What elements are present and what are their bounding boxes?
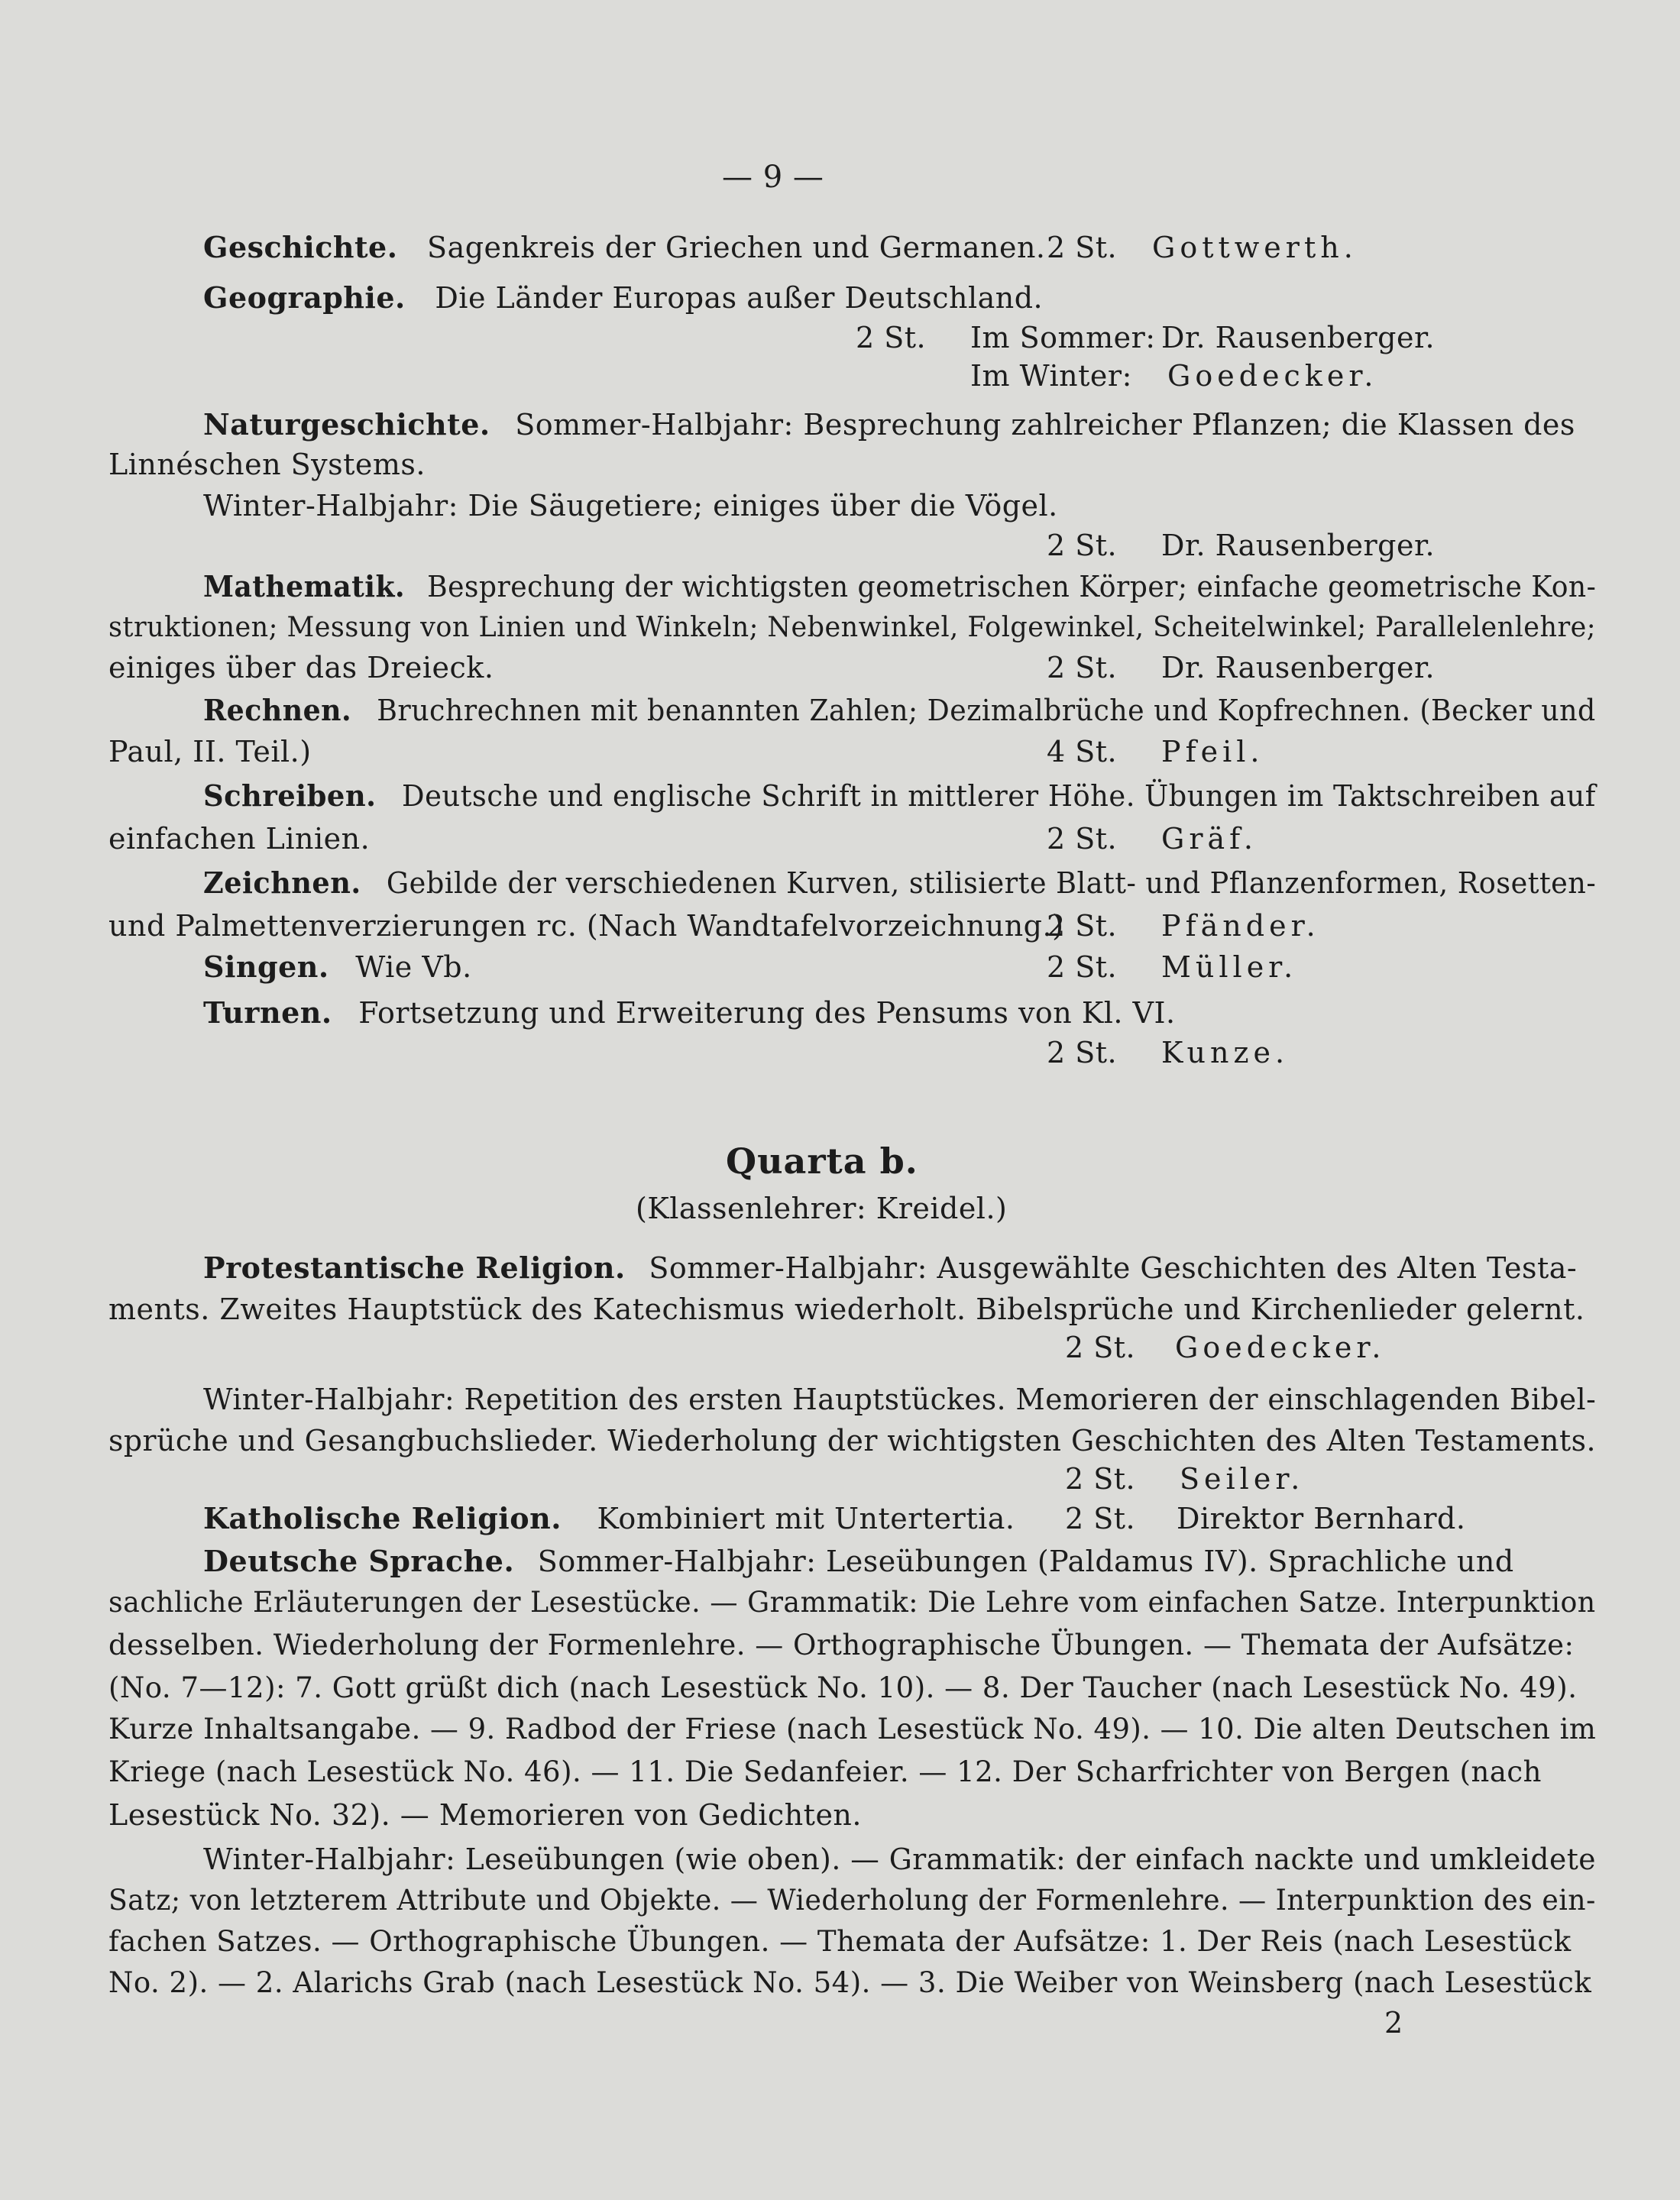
deutsch-text-0: Sommer-Halbjahr: Leseübungen (Paldamus IV). Sprachliche und <box>537 1545 1514 1578</box>
singen-line <box>203 947 472 987</box>
prot-religion-teacher1: Goedecker. <box>1175 1331 1386 1364</box>
prot-religion-text1: Sommer-Halbjahr: Ausgewählte Geschichten des Alten Testa- <box>649 1251 1578 1285</box>
kath-religion-teacher: Direktor Bernhard. <box>1177 1502 1466 1535</box>
prot-religion-line4: sprüche und Gesangbuchslieder. Wiederholung der wichtigsten Geschichten des Alten Testaments. <box>108 1424 1597 1458</box>
schreiben-teacher: Gräf. <box>1161 822 1258 856</box>
prot-religion-teacher2: Seiler. <box>1180 1462 1305 1496</box>
rechnen-line1 <box>203 691 1596 730</box>
prot-religion-line1 <box>203 1248 1577 1288</box>
deutsch-line-2: desselben. Wiederholung der Formenlehre. — Orthographische Übungen. — Themata der Aufsätze: <box>108 1629 1575 1661</box>
rechnen-heading: Rechnen. <box>203 693 352 727</box>
prot-religion-hours2: 2 St. <box>1065 1462 1136 1496</box>
rechnen-hours: 4 St. <box>1047 735 1118 768</box>
prot-religion-heading: Protestantische Religion. <box>203 1250 626 1285</box>
mathematik-line2: struktionen; Messung von Linien und Winkeln; Nebenwinkel, Folgewinkel, Scheitelwinkel; Parallelenlehre; <box>108 612 1597 643</box>
deutsch-line-1: sachliche Erläuterungen der Lesestücke. — Grammatik: Die Lehre vom einfachen Satze. Interpunktion <box>108 1586 1596 1619</box>
quarta-title: Quarta b. <box>726 1140 918 1182</box>
turnen-line <box>203 993 1176 1033</box>
mathematik-teacher: Dr. Rausenberger. <box>1161 651 1436 684</box>
naturgeschichte-teacher: Dr. Rausenberger. <box>1161 529 1436 562</box>
geschichte-heading: Geschichte. <box>203 230 398 264</box>
geographie-winter-teacher: Goedecker. <box>1167 359 1378 393</box>
deutsch-line-9: fachen Satzes. — Orthographische Übungen. — Themata der Aufsätze: 1. Der Reis (nach Lesestück <box>108 1925 1572 1958</box>
kath-religion-text: Kombiniert mit Untertertia. <box>597 1502 1015 1535</box>
naturgeschichte-line3: Winter-Halbjahr: Die Säugetiere; einiges über die Vögel. <box>203 489 1058 522</box>
rechnen-line2: Paul, II. Teil.) <box>108 735 312 768</box>
deutsch-line-7: Winter-Halbjahr: Leseübungen (wie oben). — Grammatik: der einfach nackte und umkleidete <box>203 1842 1597 1876</box>
mathematik-heading: Mathematik. <box>203 569 406 603</box>
schreiben-text1: Deutsche und englische Schrift in mittlerer Höhe. Übungen im Taktschreiben auf <box>402 779 1596 813</box>
zeichnen-line1 <box>203 863 1596 903</box>
naturgeschichte-heading: Naturgeschichte. <box>203 407 490 442</box>
schreiben-hours: 2 St. <box>1047 822 1118 856</box>
geschichte-line <box>203 228 1578 267</box>
geschichte-text: Sagenkreis der Griechen und Germanen. <box>427 231 1046 264</box>
deutsch-line-10: No. 2). — 2. Alarichs Grab (nach Lesestück No. 54). — 3. Die Weiber von Weinsberg (nach Lesestück <box>108 1966 1592 1999</box>
turnen-heading: Turnen. <box>203 995 332 1030</box>
singen-teacher: Müller. <box>1161 950 1298 984</box>
rechnen-teacher: Pfeil. <box>1161 735 1264 768</box>
rechnen-text1: Bruchrechnen mit benannten Zahlen; Dezimalbrüche und Kopfrechnen. (Becker und <box>377 694 1596 727</box>
naturgeschichte-text1: Sommer-Halbjahr: Besprechung zahlreicher Pflanzen; die Klassen des <box>515 408 1575 442</box>
prot-religion-line2: ments. Zweites Hauptstück des Katechismus wiederholt. Bibelsprüche und Kirchenlieder gelernt. <box>108 1292 1585 1326</box>
zeichnen-hours: 2 St. <box>1047 909 1118 943</box>
geschichte-teacher: Gottwerth. <box>1152 231 1358 264</box>
deutsch-line-6: Lesestück No. 32). — Memorieren von Gedichten. <box>108 1798 862 1832</box>
mathematik-line3: einiges über das Dreieck. <box>108 651 494 684</box>
geographie-heading: Geographie. <box>203 280 406 315</box>
quarta-subtitle: (Klassenlehrer: Kreidel.) <box>636 1192 1008 1225</box>
schreiben-line1 <box>203 776 1596 816</box>
naturgeschichte-line2: Linnéschen Systems. <box>108 448 426 481</box>
deutsch-heading: Deutsche Sprache. <box>203 1544 515 1578</box>
geographie-summer-teacher: Dr. Rausenberger. <box>1161 321 1436 354</box>
singen-hours: 2 St. <box>1047 950 1118 984</box>
singen-text: Wie Vb. <box>355 950 472 984</box>
turnen-hours: 2 St. <box>1047 1036 1118 1069</box>
deutsch-line-5: Kriege (nach Lesestück No. 46). — 11. Die Sedanfeier. — 12. Der Scharfrichter von Bergen (nach <box>108 1755 1542 1788</box>
mathematik-text1: Besprechung der wichtigsten geometrischen Körper; einfache geometrische Kon- <box>427 570 1597 603</box>
geographie-summer-label: Im Sommer: <box>970 321 1156 354</box>
zeichnen-teacher: Pfänder. <box>1161 909 1320 943</box>
geographie-text: Die Länder Europas außer Deutschland. <box>435 281 1044 315</box>
geographie-hours: 2 St. <box>856 321 927 354</box>
turnen-teacher: Kunze. <box>1161 1036 1290 1069</box>
singen-heading: Singen. <box>203 950 329 984</box>
turnen-text: Fortsetzung und Erweiterung des Pensums von Kl. VI. <box>358 996 1176 1030</box>
deutsch-line-3: (No. 7—12): 7. Gott grüßt dich (nach Lesestück No. 10). — 8. Der Taucher (nach Lesestück No. 49). <box>108 1671 1578 1704</box>
zeichnen-text1: Gebilde der verschiedenen Kurven, stilisierte Blatt- und Pflanzenformen, Rosetten- <box>386 866 1597 900</box>
kath-religion-hours: 2 St. <box>1065 1502 1136 1535</box>
page-number: — 9 — <box>722 160 824 195</box>
signature-mark: 2 <box>1384 2006 1403 2040</box>
geographie-line <box>203 278 1043 318</box>
deutsch-line-4: Kurze Inhaltsangabe. — 9. Radbod der Friese (nach Lesestück No. 49). — 10. Die alten Deutschen im <box>108 1713 1597 1745</box>
schreiben-line2: einfachen Linien. <box>108 822 371 856</box>
deutsch-line-0 <box>203 1542 1514 1581</box>
zeichnen-heading: Zeichnen. <box>203 865 361 900</box>
geschichte-hours: 2 St. <box>1047 231 1118 264</box>
prot-religion-line3: Winter-Halbjahr: Repetition des ersten Hauptstückes. Memorieren der einschlagenden Bibel- <box>203 1383 1597 1416</box>
naturgeschichte-hours: 2 St. <box>1047 529 1118 562</box>
prot-religion-hours1: 2 St. <box>1065 1331 1136 1364</box>
kath-religion-line <box>203 1499 1015 1538</box>
naturgeschichte-line1 <box>203 405 1575 445</box>
mathematik-hours: 2 St. <box>1047 651 1118 684</box>
schreiben-heading: Schreiben. <box>203 778 377 813</box>
kath-religion-heading: Katholische Religion. <box>203 1501 562 1535</box>
geographie-winter-label: Im Winter: <box>970 359 1132 393</box>
mathematik-line1 <box>203 567 1596 607</box>
deutsch-line-8: Satz; von letzterem Attribute und Objekte. — Wiederholung der Formenlehre. — Interpunktion des ein- <box>108 1884 1596 1917</box>
zeichnen-line2: und Palmettenverzierungen rc. (Nach Wandtafelvorzeichnung.) <box>108 909 1064 943</box>
